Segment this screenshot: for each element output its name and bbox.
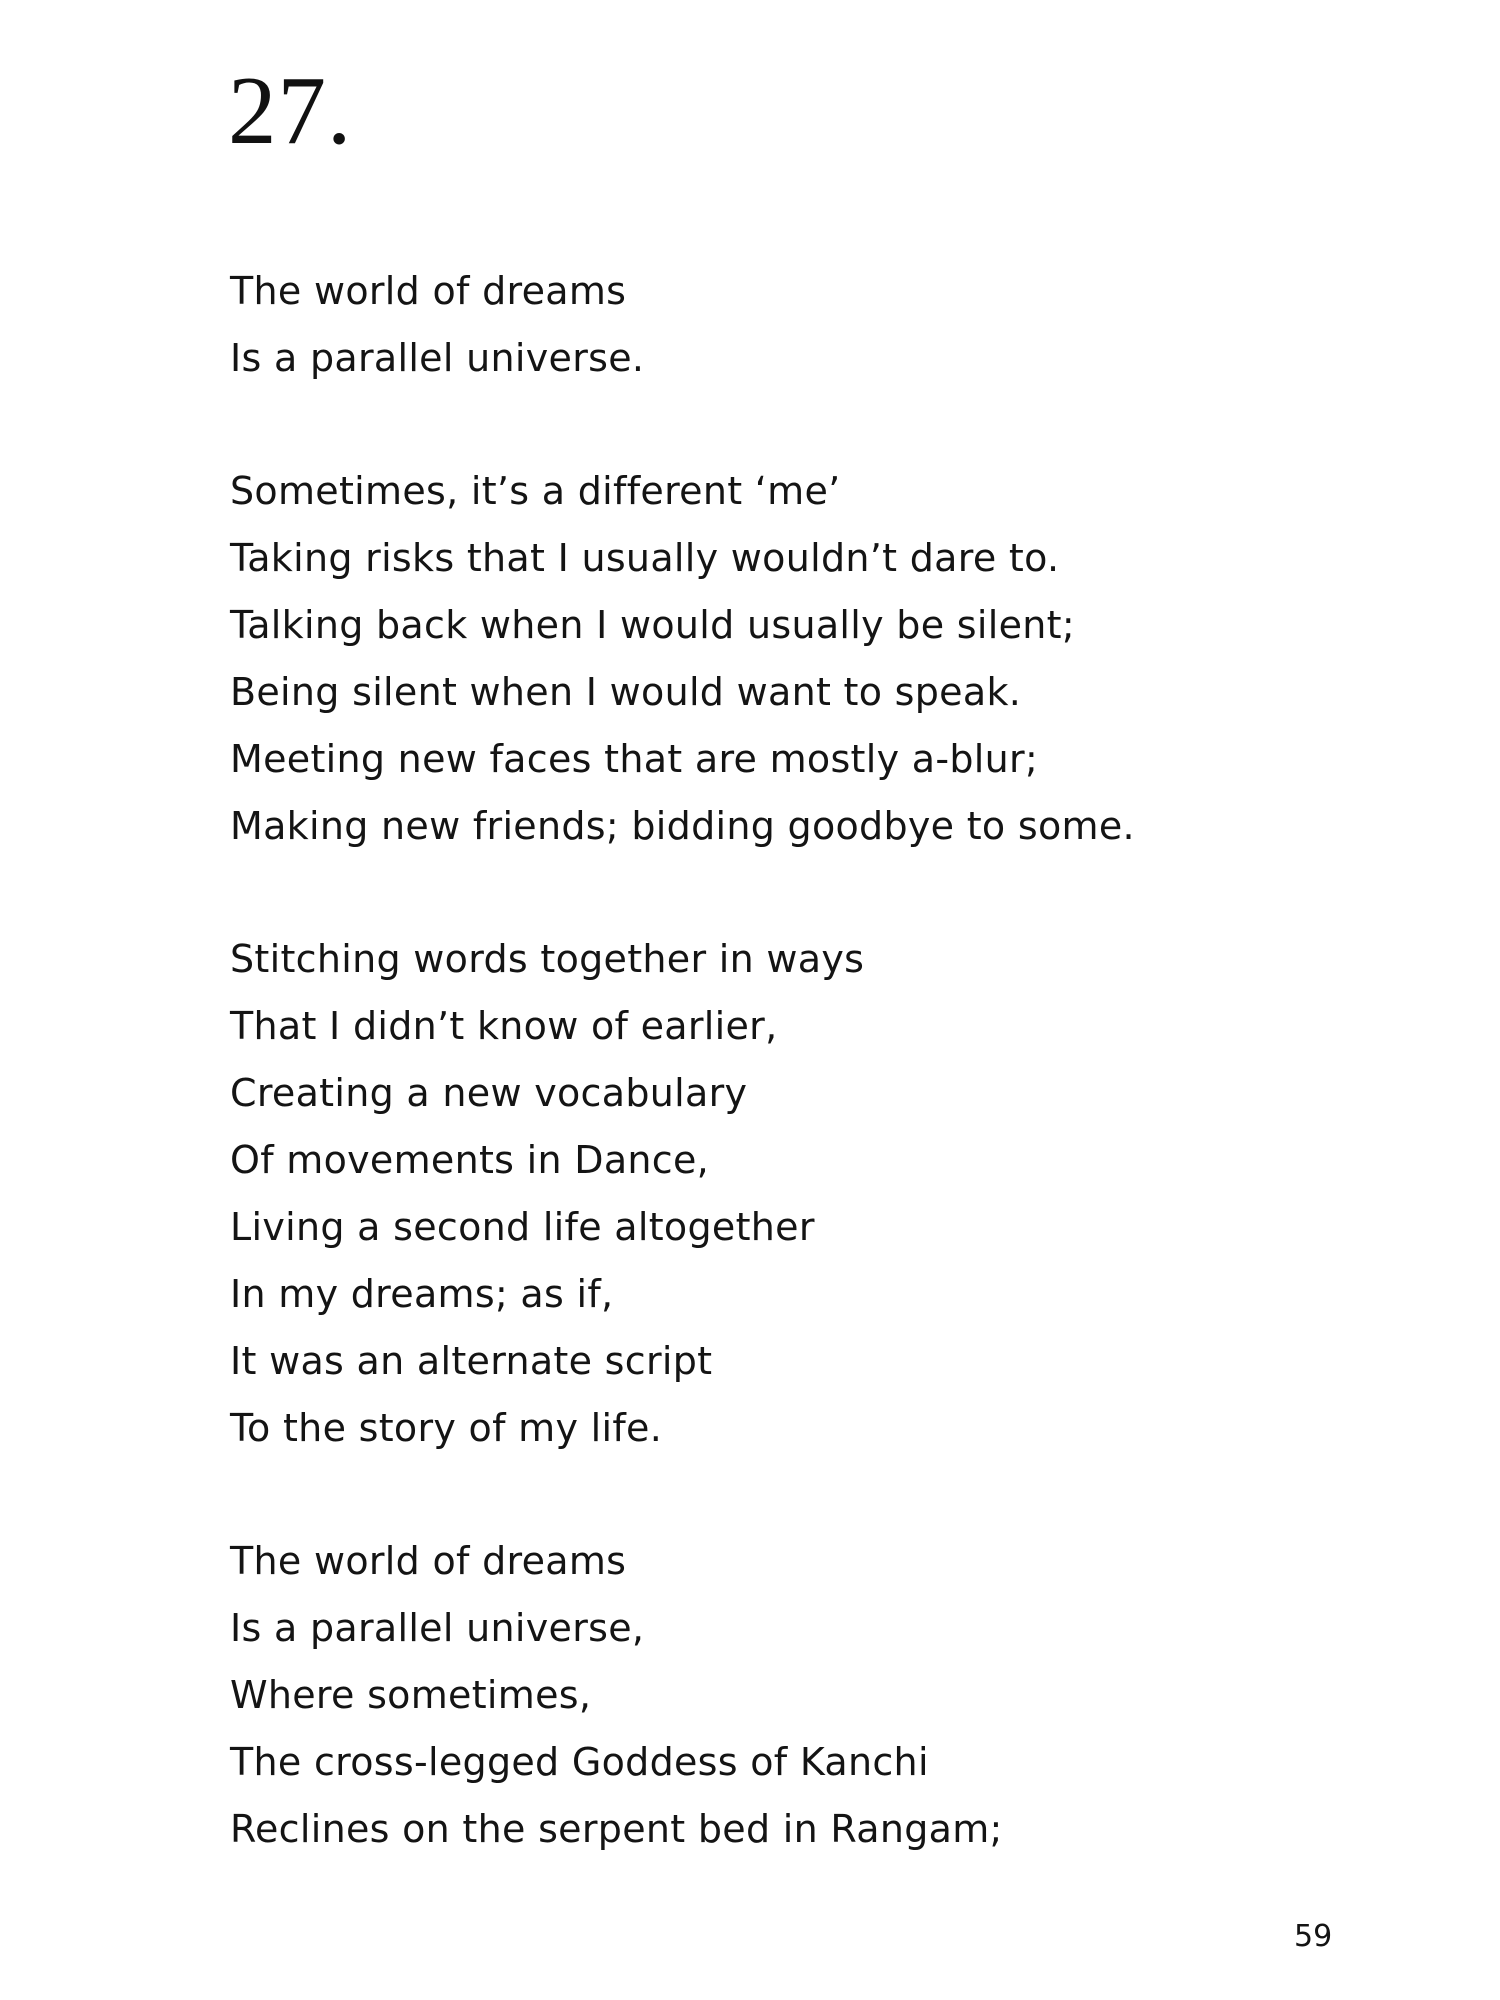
poem-line: It was an alternate script <box>230 1339 713 1383</box>
poem-line: In my dreams; as if, <box>230 1272 614 1316</box>
poem-line: Reclines on the serpent bed in Rangam; <box>230 1807 1003 1851</box>
stanza-1 <box>230 258 1390 392</box>
poem-line: Living a second life altogether <box>230 1205 815 1249</box>
stanza-2 <box>230 458 1390 860</box>
poem-line: The cross-legged Goddess of Kanchi <box>230 1740 929 1784</box>
poem-line: Meeting new faces that are mostly a-blur; <box>230 737 1039 781</box>
poem-number: 27. <box>228 57 353 164</box>
poem-line: Is a parallel universe, <box>230 1606 645 1650</box>
poem-line: Stitching words together in ways <box>230 937 865 981</box>
poem-line: Of movements in Dance, <box>230 1138 710 1182</box>
poem-line: To the story of my life. <box>230 1406 663 1450</box>
poem-line: Making new friends; bidding goodbye to some. <box>230 804 1135 848</box>
poem-line: Is a parallel universe. <box>230 336 645 380</box>
poem-line: Where sometimes, <box>230 1673 592 1717</box>
poem-line: The world of dreams <box>230 269 627 313</box>
poem-line: That I didn’t know of earlier, <box>230 1004 778 1048</box>
stanza-4 <box>230 1528 1390 1863</box>
poem-line: Being silent when I would want to speak. <box>230 670 1022 714</box>
page-number: 59 <box>1294 1919 1333 1954</box>
poem-body <box>230 258 1390 1929</box>
poem-line: Taking risks that I usually wouldn’t dare to. <box>230 536 1060 580</box>
poem-line: Creating a new vocabulary <box>230 1071 748 1115</box>
poem-line: Sometimes, it’s a different ‘me’ <box>230 469 841 513</box>
poem-line: Talking back when I would usually be silent; <box>230 603 1075 647</box>
poem-line: The world of dreams <box>230 1539 627 1583</box>
stanza-3 <box>230 926 1390 1462</box>
